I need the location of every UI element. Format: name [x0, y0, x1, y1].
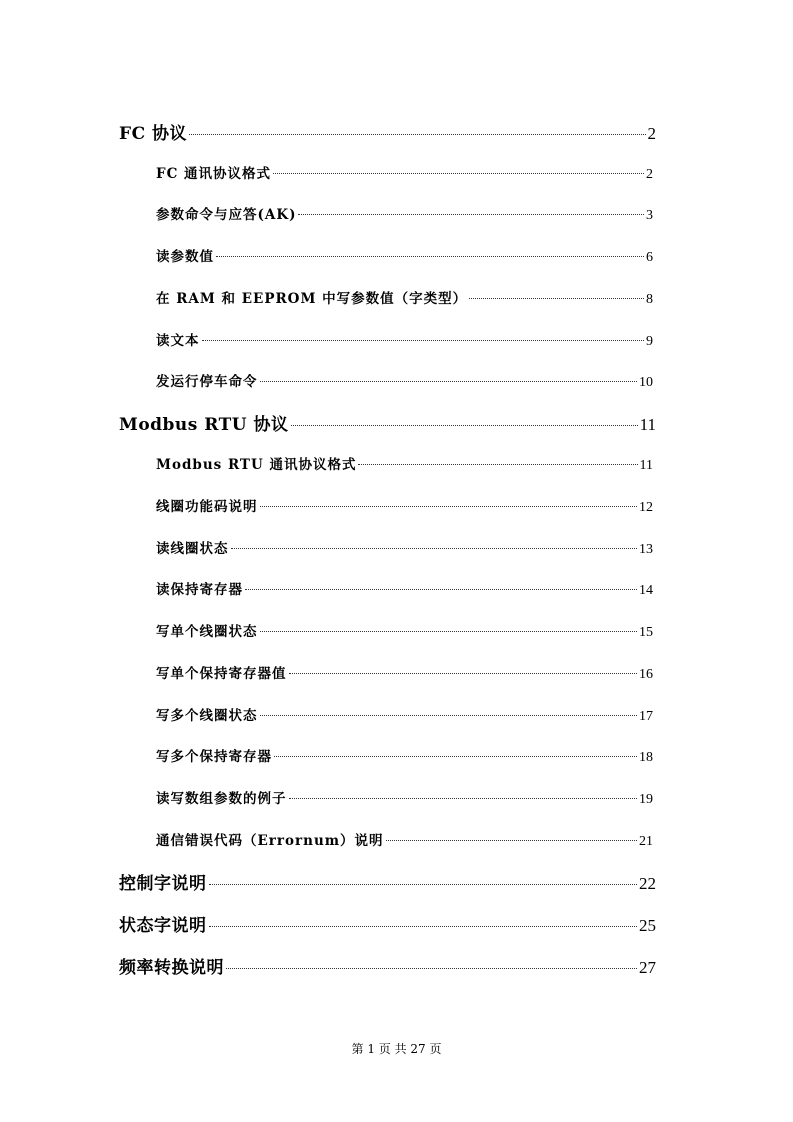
- toc-entry-title: 频率转换说明: [119, 958, 224, 978]
- toc-entry[interactable]: [156, 578, 653, 604]
- toc-entry-page: 22: [639, 874, 656, 893]
- toc-entry-page: 14: [639, 583, 653, 598]
- toc-entry[interactable]: [156, 704, 653, 730]
- dot-leader: [358, 464, 637, 465]
- toc-entry-title: 写多个线圈状态: [156, 708, 258, 724]
- toc-entry-page: 25: [639, 916, 656, 935]
- dot-leader: [386, 840, 637, 841]
- dot-leader: [469, 298, 644, 299]
- toc-entry-title: 读保持寄存器: [156, 582, 243, 598]
- toc-entry-page: 6: [646, 250, 653, 265]
- toc-entry[interactable]: [156, 620, 653, 646]
- dot-leader: [189, 134, 645, 135]
- toc-entry-page: 8: [646, 292, 653, 307]
- toc-entry[interactable]: [156, 453, 653, 479]
- toc-entry-title: 参数命令与应答(AK): [156, 207, 297, 223]
- toc-entry[interactable]: [156, 245, 653, 271]
- toc-entry-title: FC 通讯协议格式: [156, 166, 272, 182]
- toc-entry-title: 读线圈状态: [156, 541, 229, 557]
- toc-entry-page: 12: [639, 500, 653, 515]
- toc-entry[interactable]: [156, 370, 653, 396]
- toc-entry-page: 10: [639, 375, 653, 390]
- toc-entry-page: 19: [639, 792, 653, 807]
- dot-leader: [291, 425, 638, 426]
- toc-entry-title: 发运行停车命令: [156, 374, 258, 390]
- dot-leader: [260, 715, 638, 716]
- toc-entry-page: 16: [639, 667, 653, 682]
- toc-entry[interactable]: [156, 329, 653, 355]
- page-number-text: 第 1 页 共 27 页: [351, 1042, 442, 1056]
- toc-entry[interactable]: [156, 745, 653, 771]
- toc-entry-page: 18: [639, 750, 653, 765]
- toc-entry-title: 读文本: [156, 333, 200, 349]
- toc-entry[interactable]: [119, 119, 656, 145]
- toc-entry[interactable]: [156, 662, 653, 688]
- dot-leader: [273, 173, 644, 174]
- toc-entry[interactable]: [156, 787, 653, 813]
- toc-entry-title: 写单个保持寄存器值: [156, 666, 287, 682]
- toc-entry[interactable]: [156, 203, 653, 229]
- dot-leader: [260, 631, 638, 632]
- dot-leader: [209, 884, 638, 885]
- toc-entry-title: 状态字说明: [119, 916, 207, 936]
- toc-entry-page: 11: [639, 458, 653, 473]
- dot-leader: [289, 798, 638, 799]
- dot-leader: [202, 340, 645, 341]
- toc-entry-title: Modbus RTU 通讯协议格式: [156, 457, 357, 473]
- toc-entry-page: 11: [639, 415, 656, 434]
- toc-entry[interactable]: [156, 287, 653, 313]
- dot-leader: [226, 968, 637, 969]
- toc-entry-title: 写多个保持寄存器: [156, 749, 272, 765]
- dot-leader: [245, 589, 637, 590]
- toc-entry[interactable]: [156, 162, 653, 188]
- toc-entry-page: 2: [647, 124, 656, 143]
- toc-entry[interactable]: [119, 410, 656, 436]
- toc-entry[interactable]: [156, 537, 653, 563]
- toc-entry-title: FC 协议: [119, 124, 188, 144]
- toc-entry[interactable]: [119, 911, 656, 937]
- toc-entry-title: 读参数值: [156, 249, 214, 265]
- toc-entry-page: 17: [639, 709, 653, 724]
- page-footer: [0, 1040, 793, 1057]
- toc-entry-page: 21: [639, 834, 653, 849]
- toc-entry-page: 9: [646, 334, 653, 349]
- toc-entry-title: 通信错误代码（Errornum）说明: [156, 833, 384, 849]
- toc-entry-title: 控制字说明: [119, 874, 207, 894]
- toc-entry-page: 2: [646, 167, 653, 182]
- toc-entry-page: 27: [639, 958, 656, 977]
- toc-entry-title: 在 RAM 和 EEPROM 中写参数值（字类型）: [156, 291, 468, 307]
- toc-entry-page: 13: [639, 542, 653, 557]
- toc-entry-title: Modbus RTU 协议: [119, 415, 289, 435]
- dot-leader: [209, 926, 638, 927]
- toc-entry-title: 读写数组参数的例子: [156, 791, 287, 807]
- dot-leader: [260, 381, 638, 382]
- dot-leader: [216, 256, 644, 257]
- toc-entry[interactable]: [119, 869, 656, 895]
- toc-entry[interactable]: [156, 829, 653, 855]
- dot-leader: [298, 214, 644, 215]
- toc-entry[interactable]: [156, 495, 653, 521]
- toc-entry[interactable]: [119, 953, 656, 979]
- dot-leader: [260, 506, 638, 507]
- dot-leader: [274, 756, 637, 757]
- toc-entry-page: 15: [639, 625, 653, 640]
- toc-entry-title: 线圈功能码说明: [156, 499, 258, 515]
- dot-leader: [231, 548, 638, 549]
- toc-entry-page: 3: [646, 208, 653, 223]
- dot-leader: [289, 673, 638, 674]
- toc-entry-title: 写单个线圈状态: [156, 624, 258, 640]
